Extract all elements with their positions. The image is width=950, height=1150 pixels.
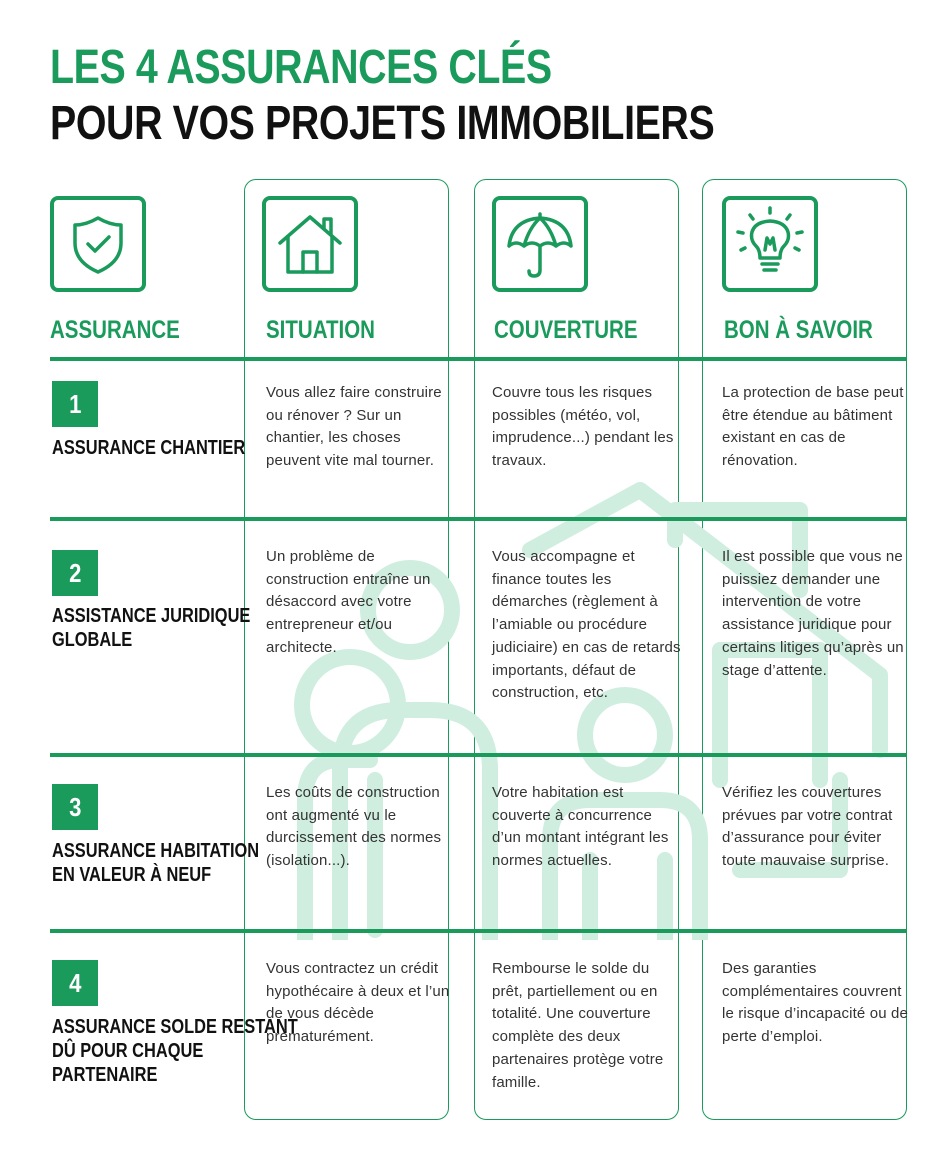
cell-bon-a-savoir: Vérifiez les couvertures prévues par votre contrat d’assurance pour éviter toute mauvaise surprise. xyxy=(722,784,893,870)
cell-situation: Vous contractez un crédit hypothécaire à deux et l’un de vous décède prématurément. xyxy=(266,960,450,1046)
cell-couverture: Rembourse le solde du prêt, partiellement ou en totalité. Une couverture complète des deux partenaires protège votre famille. xyxy=(492,960,664,1091)
cell-bon-a-savoir: La protection de base peut être étendue au bâtiment existant en cas de rénovation. xyxy=(722,384,904,470)
row-divider xyxy=(50,753,907,757)
cell-situation: Un problème de construction entraîne un désaccord avec votre entrepreneur et/ou architecte. xyxy=(266,548,431,656)
row-number-badge: 1 xyxy=(52,381,98,427)
header-assurance: ASSURANCE xyxy=(50,316,180,344)
row-label-assistance-juridique: ASSISTANCE JURIDIQUE GLOBALE xyxy=(52,605,251,651)
cell-couverture: Vous accompagne et finance toutes les démarches (règlement à l’amiable ou procédure judiciaire) en cas de retards importants, défaut de construction, etc. xyxy=(492,548,681,702)
cell-situation: Les coûts de construction ont augmenté vu le durcissement des normes (isolation...). xyxy=(266,784,442,870)
couverture-icon-box xyxy=(492,196,588,292)
cell-bon-a-savoir: Il est possible que vous ne puissiez demander une intervention de votre assistance juridique pour certains litiges qu’après un stage d’attente. xyxy=(722,548,904,679)
cell-couverture: Votre habitation est couverte à concurrence d’un montant intégrant les normes actuelles. xyxy=(492,784,669,870)
situation-icon-box xyxy=(262,196,358,292)
header-couverture: COUVERTURE xyxy=(494,316,638,344)
cell-situation: Vous allez faire construire ou rénover ? Sur un chantier, les choses peuvent vite mal tourner. xyxy=(266,384,442,470)
row-number-badge: 3 xyxy=(52,784,98,830)
shield-check-icon xyxy=(54,200,142,288)
row-label-assurance-chantier: ASSURANCE CHANTIER xyxy=(52,437,246,459)
cell-couverture: Couvre tous les risques possibles (météo, vol, imprudence...) pendant les travaux. xyxy=(492,384,674,470)
row-label-assurance-habitation: ASSURANCE HABITATION EN VALEUR À NEUF xyxy=(52,840,260,886)
header-situation: SITUATION xyxy=(266,316,375,344)
cell-bon-a-savoir: Des garanties complémentaires couvrent le risque d’incapacité ou de perte d’emploi. xyxy=(722,960,908,1046)
row-number-badge: 2 xyxy=(52,550,98,596)
row-divider xyxy=(50,517,907,521)
page-title-line-1: LES 4 ASSURANCES CLÉS xyxy=(50,41,552,94)
lightbulb-icon xyxy=(726,200,814,288)
umbrella-icon xyxy=(496,200,584,288)
assurance-icon-box xyxy=(50,196,146,292)
row-label-assurance-solde-restant: ASSURANCE SOLDE RESTANT DÛ POUR CHAQUE PARTENAIRE xyxy=(52,1016,298,1086)
bon-a-savoir-icon-box xyxy=(722,196,818,292)
row-divider xyxy=(50,929,907,933)
house-icon xyxy=(266,200,354,288)
row-number-badge: 4 xyxy=(52,960,98,1006)
header-bon-a-savoir: BON À SAVOIR xyxy=(724,316,873,344)
page-title-line-2: POUR VOS PROJETS IMMOBILIERS xyxy=(50,97,715,150)
row-divider xyxy=(50,357,907,361)
